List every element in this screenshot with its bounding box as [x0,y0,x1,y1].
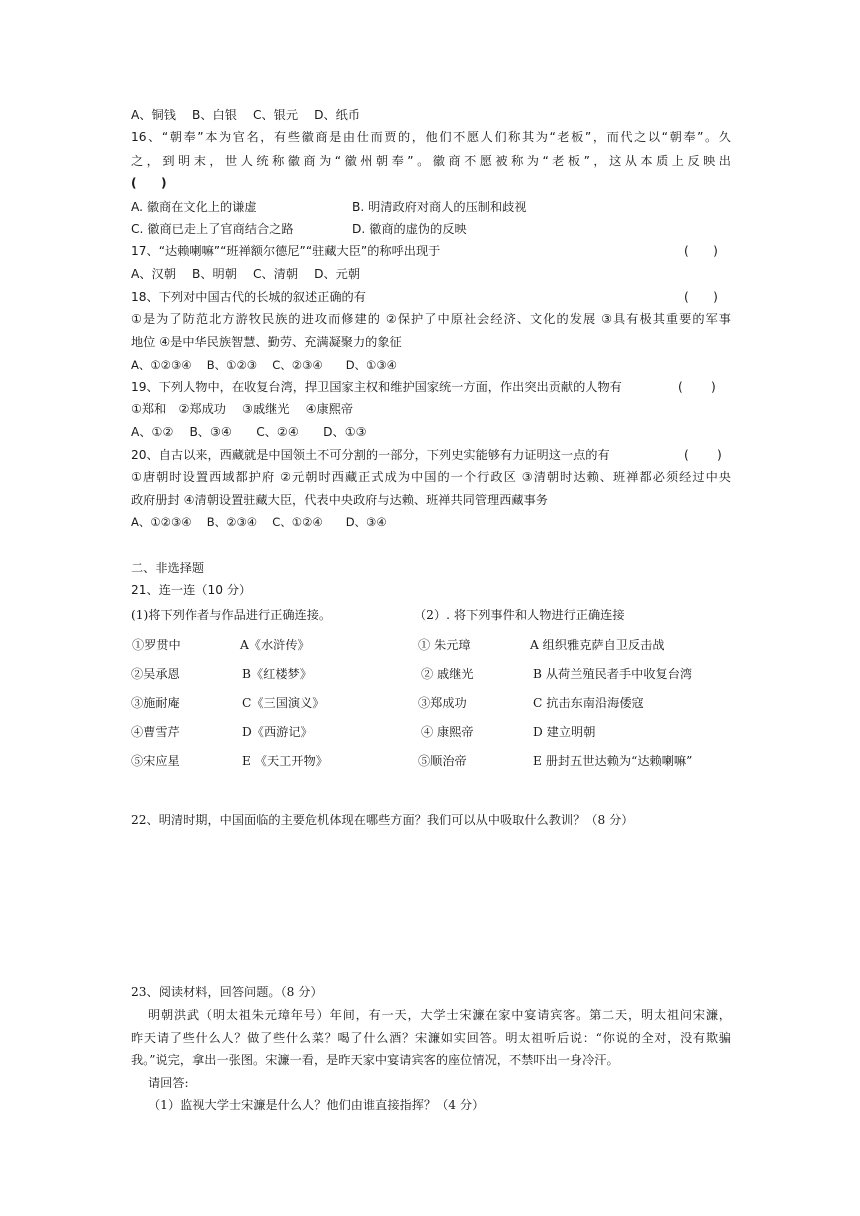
q21-author-3: ③施耐庵 [131,696,180,710]
q21-left-header: (1)将下列作者与作品进行正确连接。 [131,608,332,622]
q21-work-e: E 《天工开物》 [242,754,328,768]
q16-option-c: C. 徽商已走上了官商结合之路 [131,222,294,236]
q21-author-2: ②吴承恩 [131,667,180,681]
q21-event-b: B 从荷兰殖民者手中收复台湾 [533,667,693,681]
q19-options: A、①② B、③④ C、②④ D、①③ [131,425,367,439]
q21-work-a: A《水浒传》 [240,638,310,652]
q16-answer-paren: ( ) [131,176,167,190]
q21-event-d: D 建立明朝 [533,725,596,739]
q17-answer-paren: ( ) [684,244,718,258]
q16-option-d: D. 徽商的虚伪的反映 [352,222,467,236]
q16-option-b: B. 明清政府对商人的压制和歧视 [352,200,527,214]
q17-stem: 17、“达赖喇嘛”“班禅额尔德尼”“驻藏大臣”的称呼出现于 [131,244,441,258]
q23-sub-question-1: （1）监视大学士宋濂是什么人？他们由谁直接指挥？（4 分） [148,1098,485,1112]
q21-author-1: ①罗贯中 [132,638,181,652]
q21-person-3: ③郑成功 [418,696,467,710]
q21-event-a: A 组织雅克萨自卫反击战 [530,638,665,652]
q18-items-line1: ①是为了防范北方游牧民族的进攻而修建的 ②保护了中原社会经济、文化的发展 ③具有极其重要的军事 [131,312,731,326]
q19-answer-paren: ( ) [678,380,716,394]
q20-options: A、①②③④ B、②③④ C、①②④ D、③④ [131,515,387,529]
section-title: 二、非选择题 [131,561,205,575]
q18-options: A、①②③④ B、①②③ C、②③④ D、①③④ [131,358,397,372]
q21-event-e: E 册封五世达赖为“达赖喇嘛” [533,754,693,768]
q21-work-d: D《西游记》 [242,725,313,739]
q18-stem: 18、下列对中国古代的长城的叙述正确的有 [131,290,366,304]
q16-option-a: A. 徽商在文化上的谦虚 [131,200,257,214]
q19-stem: 19、下列人物中，在收复台湾，捍卫国家主权和维护国家统一方面，作出突出贡献的人物有 [131,380,622,394]
q21-author-4: ④曹雪芹 [131,725,180,739]
q21-person-4: ④ 康熙帝 [421,725,474,739]
q21-author-5: ⑤宋应星 [131,754,180,768]
q18-answer-paren: ( ) [684,290,718,304]
q20-items-line1: ①唐朝时设置西域都护府 ②元朝时西藏正式成为中国的一个行政区 ③清朝时达赖、班禅都必须经过中央 [131,470,731,484]
q16-stem-line2: 之，到明末，世人统称徽商为“徽州朝奉”。徽商不愿被称为“老板”，这从本质上反映出 [131,154,731,168]
q17-options: A、汉朝 B、明朝 C、清朝 D、元朝 [131,267,361,281]
q23-title: 23、阅读材料，回答问题。（8 分） [131,985,323,999]
q21-event-c: C 抗击东南沿海倭寇 [533,696,644,710]
q15-options: A、铜钱 B、白银 C、银元 D、纸币 [131,108,361,122]
q23-material-line3: 我。”说完，拿出一张图。宋濂一看，是昨天家中宴请宾客的座位情况，不禁吓出一身冷汗。 [131,1053,619,1067]
q19-items: ①郑和 ②郑成功 ③戚继光 ④康熙帝 [131,402,354,416]
q23-material-line2: 昨天请了些什么人？做了些什么菜？喝了什么酒？宋濂如实回答。明太祖听后说：“你说的全对，没有欺骗 [131,1031,731,1045]
q16-stem-line1: 16、“朝奉”本为官名，有些徽商是由仕而贾的，他们不愿人们称其为“老板”，而代之以“朝奉”。久 [131,130,731,144]
q23-material-line1: 明朝洪武（明太祖朱元璋年号）年间，有一天，大学士宋濂在家中宴请宾客。第二天，明太祖问宋濂， [148,1008,731,1022]
q20-items-line2: 政府册封 ④清朝设置驻藏大臣，代表中央政府与达赖、班禅共同管理西藏事务 [131,493,548,507]
q22-question: 22、明清时期，中国面临的主要危机体现在哪些方面？我们可以从中吸取什么教训？（8 分） [131,813,634,827]
q21-work-b: B《红楼梦》 [242,667,312,681]
q21-title: 21、连一连（10 分） [131,583,252,597]
q18-items-line2: 地位 ④是中华民族智慧、勤劳、充满凝聚力的象征 [131,335,402,349]
q23-ask-label: 请回答: [148,1076,189,1090]
q20-stem: 20、自古以来，西藏就是中国领土不可分割的一部分，下列史实能够有力证明这一点的有 [131,448,610,462]
q21-person-5: ⑤顺治帝 [418,754,467,768]
q21-person-1: ① 朱元璋 [418,638,471,652]
q21-work-c: C《三国演义》 [242,696,325,710]
q21-right-header: （2）. 将下列事件和人物进行正确连接 [414,608,625,622]
q20-answer-paren: ( ) [684,448,722,462]
q21-person-2: ② 戚继光 [421,667,474,681]
